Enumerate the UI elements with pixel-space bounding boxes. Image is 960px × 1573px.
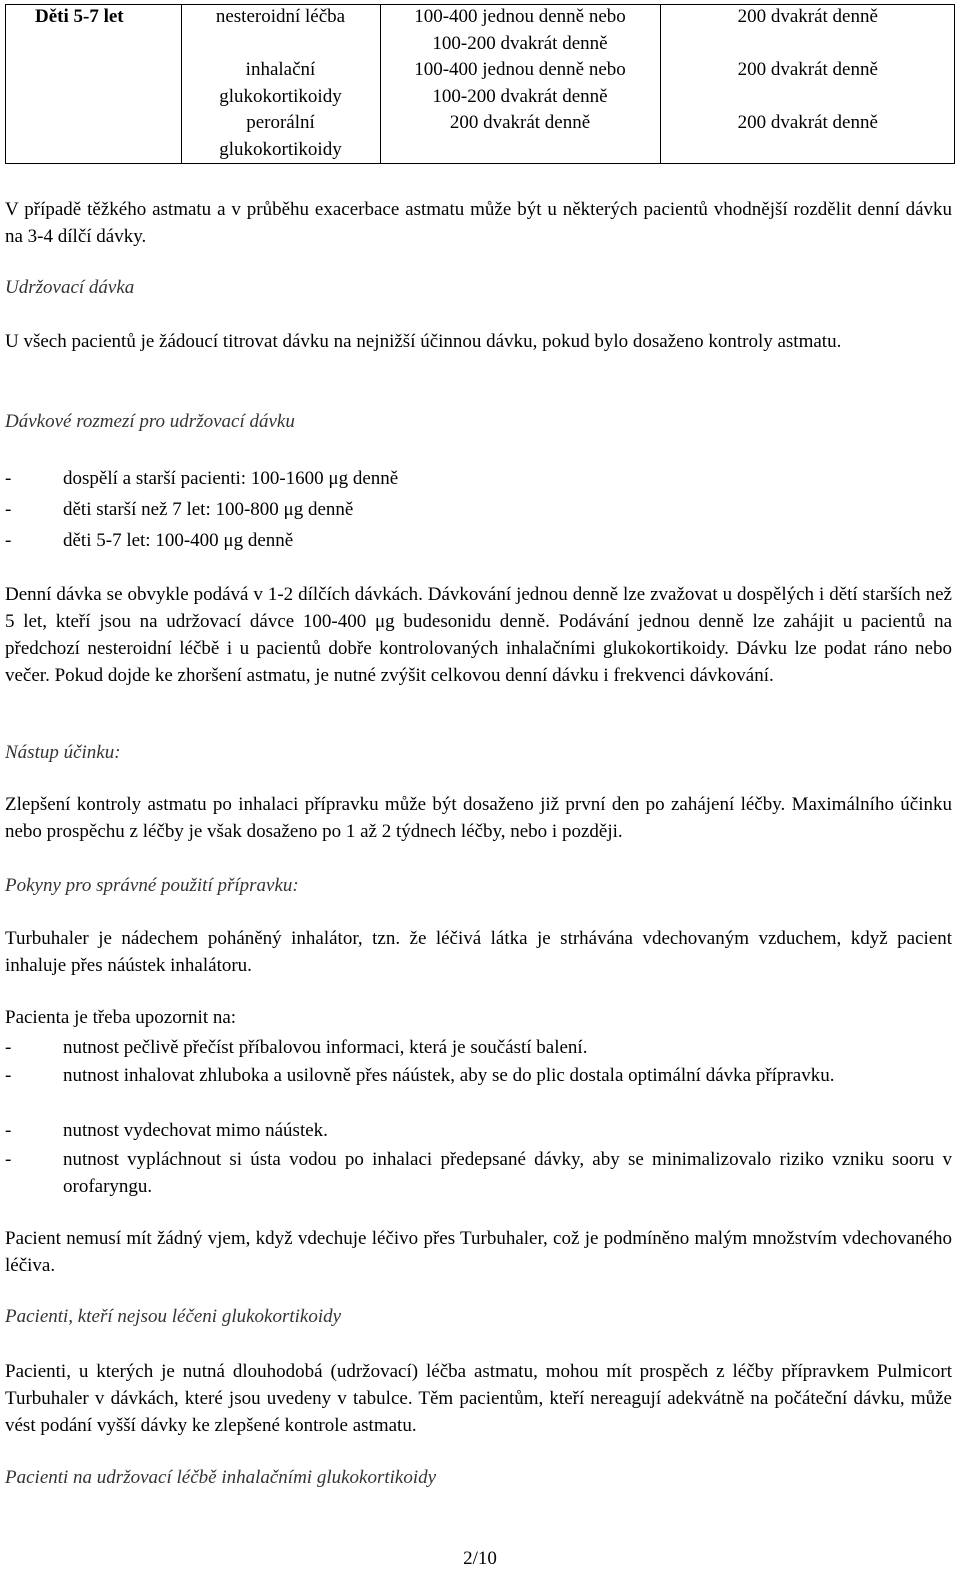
page-number: 2/10 <box>463 1548 497 1569</box>
cell-line: perorální <box>246 112 315 133</box>
cell-therapy <box>181 57 380 110</box>
paragraph-taste: Pacient nemusí mít žádný vjem, když vdechuje léčivo přes Turbuhaler, což je podmíněno malým množstvím vdechovaného léčiva. <box>5 1228 952 1276</box>
cell-dose-1 <box>380 4 660 57</box>
cell-dose-2 <box>660 110 955 163</box>
paragraph-titration: U všech pacientů je žádoucí titrovat dávku na nejnižší účinnou dávku, pokud bylo dosaženo kontroly astmatu. <box>5 331 842 352</box>
cell-line: glukokortikoidy <box>219 85 342 107</box>
cell-line: 100-400 jednou denně nebo <box>414 59 626 80</box>
cell-dose-2 <box>660 57 955 110</box>
cell-therapy <box>181 4 380 57</box>
cell-line: 100-200 dvakrát denně <box>432 32 608 54</box>
cell-line: 200 dvakrát denně <box>737 112 878 133</box>
cell-line: glukokortikoidy <box>219 138 342 160</box>
heading-nontreated: Pacienti, kteří nejsou léčeni glukokortikoidy <box>5 1306 342 1327</box>
table-row <box>5 4 955 57</box>
cell-therapy <box>181 110 380 163</box>
age-group-label: Děti 5-7 let <box>35 6 124 27</box>
paragraph-daily-dose: Denní dávka se obvykle podává v 1-2 dílčích dávkách. Dávkování jednou denně lze zvažovat u dospělých i dětí starších než 5 let, kteří jsou na udržovací dávce 100-400 μg budesonidu denně. Podávání jednou denně lze zahájit u pacientů na předchozí nesteroidní léčbě i u pacientů dobře kontrolovaných inhalačními glukokortikoidy. Dávku lze podat ráno nebo večer. Pokud dojde ke zhoršení astmatu, je nutné zvýšit celkovou denní dávku i frekvenci dávkování. <box>5 584 952 686</box>
cell-dose-1 <box>380 110 660 163</box>
cell-line: inhalační <box>245 59 316 80</box>
cell-line: 200 dvakrát denně <box>737 59 878 80</box>
cell-line: 100-200 dvakrát denně <box>432 85 608 107</box>
table-row <box>5 57 955 110</box>
heading-maintained: Pacienti na udržovací léčbě inhalačními glukokortikoidy <box>5 1467 437 1488</box>
heading-dose-range: Dávkové rozmezí pro udržovací dávku <box>5 411 295 432</box>
cell-group <box>5 4 181 57</box>
cell-line: 200 dvakrát denně <box>449 112 591 133</box>
paragraph-turbuhaler: Turbuhaler je nádechem poháněný inhalátor, tzn. že léčivá látka je strhávána vdechovaným vzduchem, když pacient inhaluje přes náústek inhalátoru. <box>5 928 952 976</box>
cell-dose-1 <box>380 57 660 110</box>
paragraph-severe-asthma: V případě těžkého astmatu a v průběhu exacerbace astmatu může být u některých pacientů vhodnější rozdělit denní dávku na 3-4 dílčí dávky. <box>5 199 952 247</box>
table-row <box>5 110 955 163</box>
heading-maintenance-dose: Udržovací dávka <box>5 277 135 298</box>
cell-dose-2 <box>660 4 955 57</box>
cell-group <box>5 57 181 110</box>
cell-line: 100-400 jednou denně nebo <box>414 6 626 27</box>
dosage-table <box>5 4 955 163</box>
heading-usage: Pokyny pro správné použití přípravku: <box>5 875 299 896</box>
paragraph-onset: Zlepšení kontroly astmatu po inhalaci přípravku může být dosaženo již první den po zahájení léčby. Maximálního účinku nebo prospěchu z léčby je však dosaženo po 1 až 2 týdnech léčby, nebo i později. <box>5 794 952 842</box>
cell-line: nesteroidní léčba <box>215 6 346 27</box>
cell-line: 200 dvakrát denně <box>737 6 878 27</box>
cell-group <box>5 110 181 163</box>
paragraph-warn-intro: Pacienta je třeba upozornit na: <box>5 1007 237 1028</box>
paragraph-nontreated: Pacienti, u kterých je nutná dlouhodobá (udržovací) léčba astmatu, mohou mít prospěch z léčby přípravkem Pulmicort Turbuhaler v dávkách, které jsou uvedeny v tabulce. Těm pacientům, kteří nereagují adekvátně na počáteční dávku, může vést podání vyšší dávky ke zlepšené kontrole astmatu. <box>5 1361 952 1436</box>
heading-onset: Nástup účinku: <box>5 742 121 763</box>
